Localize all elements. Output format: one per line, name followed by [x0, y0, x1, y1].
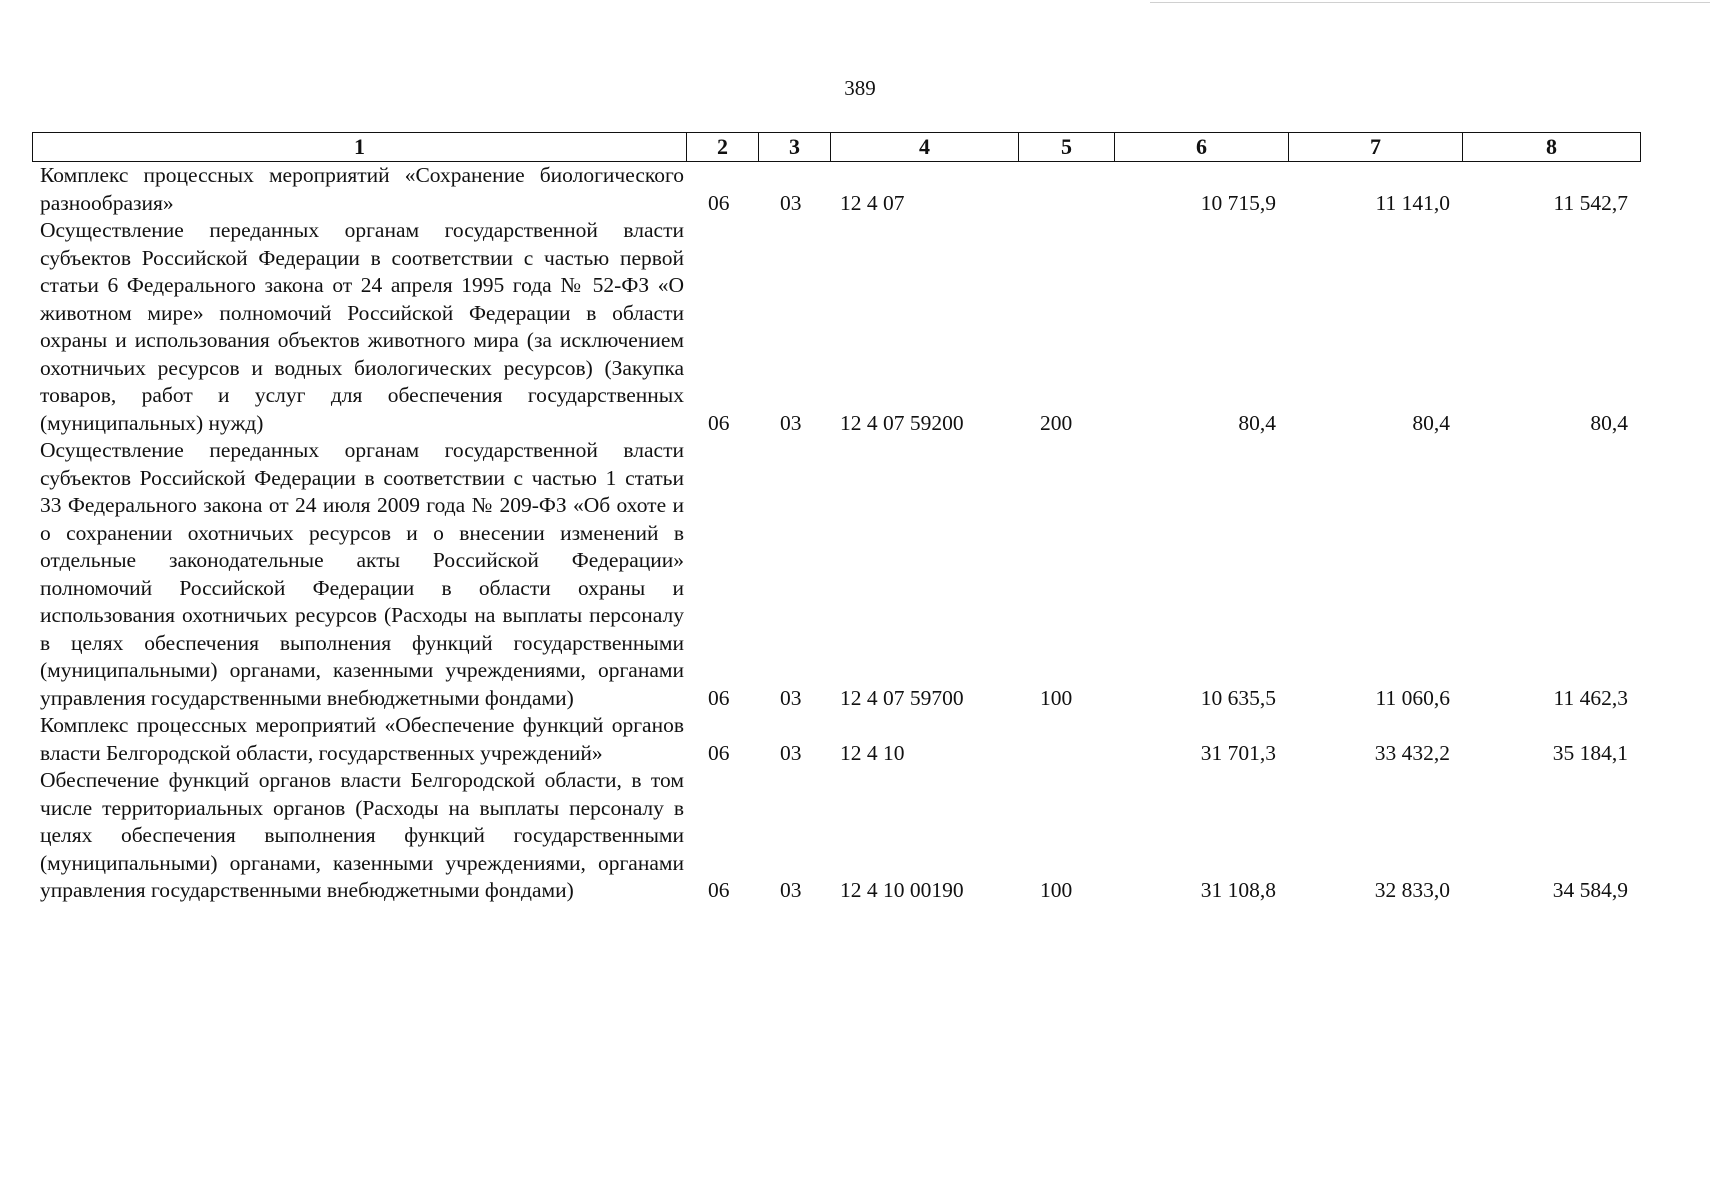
row-col-7: 80,4: [1412, 410, 1450, 435]
table-header: [32, 132, 1641, 162]
table-row: [32, 437, 1638, 712]
row-col-6: 80,4: [1238, 410, 1276, 435]
row-col-8: 35 184,1: [1552, 740, 1628, 765]
row-description: Комплекс процессных мероприятий «Обеспечение функций органов власти Белгородской области, государственных учреждений»: [40, 713, 684, 765]
row-col-5: 100: [1040, 878, 1073, 902]
row-col-4: 12 4 10 00190: [840, 878, 964, 902]
row-col-5: 200: [1040, 410, 1073, 435]
row-col-8: 11 542,7: [1553, 190, 1628, 215]
row-col-4: 12 4 07 59200: [840, 410, 964, 435]
row-col-7: 33 432,2: [1374, 740, 1450, 765]
header-col-3: 3: [759, 132, 831, 162]
row-col-3: 03: [780, 190, 802, 215]
row-col-2: 06: [708, 878, 730, 902]
header-col-6: 6: [1115, 132, 1289, 162]
header-col-2: 2: [687, 132, 759, 162]
row-col-7: 11 141,0: [1375, 190, 1450, 215]
row-col-8: 34 584,9: [1552, 878, 1628, 902]
row-col-8: 11 462,3: [1553, 685, 1628, 710]
row-col-3: 03: [780, 685, 802, 710]
row-col-2: 06: [708, 740, 730, 765]
row-col-6: 31 108,8: [1200, 878, 1276, 902]
header-col-8: 8: [1463, 132, 1641, 162]
table-row: [32, 217, 1638, 437]
row-col-7: 11 060,6: [1375, 685, 1450, 710]
row-col-2: 06: [708, 190, 730, 215]
header-col-5: 5: [1019, 132, 1115, 162]
row-col-4: 12 4 10: [840, 740, 905, 765]
row-col-6: 10 715,9: [1200, 190, 1276, 215]
row-description: Комплекс процессных мероприятий «Сохранение биологического разнообразия»: [40, 163, 684, 215]
row-col-2: 06: [708, 410, 730, 435]
table-row: [32, 712, 1638, 767]
row-col-4: 12 4 07 59700: [840, 685, 964, 710]
row-col-6: 10 635,5: [1200, 685, 1276, 710]
scan-top-rule: [1150, 2, 1710, 3]
table-body: [32, 162, 1638, 905]
header-col-4: 4: [831, 132, 1019, 162]
row-col-2: 06: [708, 685, 730, 710]
row-col-3: 03: [780, 878, 802, 902]
page-number: 389: [844, 76, 876, 100]
row-col-8: 80,4: [1590, 410, 1628, 435]
table-row: [32, 162, 1638, 217]
header-col-1: 1: [32, 132, 687, 162]
table-row: [32, 767, 1638, 905]
row-col-3: 03: [780, 740, 802, 765]
row-col-6: 31 701,3: [1200, 740, 1276, 765]
row-description: Осуществление переданных органам государственной власти субъектов Российской Федерации в соответствии с частью 1 статьи 33 Федерального закона от 24 июля 2009 года № 209-ФЗ «Об охоте и о сохранении охотничьих ресурсов и о внесении изменений в отдельные законодательные акты Российской Федерации» полномочий Российской Федерации в области охраны и использования охотничьих ресурсов (Расходы на выплаты персоналу в целях обеспечения выполнения функций государственными (муниципальными) органами, казенными учреждениями, органами управления государственными внебюджетными фондами): [40, 438, 684, 710]
row-col-5: 100: [1040, 685, 1073, 710]
row-description: Обеспечение функций органов власти Белгородской области, в том числе территориальных органов (Расходы на выплаты персоналу в целях обеспечения выполнения функций государственными (муниципальными) органами, казенными учреждениями, органами управления государственными внебюджетными фондами): [40, 768, 684, 902]
row-description: Осуществление переданных органам государственной власти субъектов Российской Федерации в соответствии с частью первой статьи 6 Федерального закона от 24 апреля 1995 года № 52-ФЗ «О животном мире» полномочий Российской Федерации в области охраны и использования объектов животного мира (за исключением охотничьих ресурсов и водных биологических ресурсов) (Закупка товаров, работ и услуг для обеспечения государственных (муниципальных) нужд): [40, 218, 684, 435]
row-col-3: 03: [780, 410, 802, 435]
row-col-4: 12 4 07: [840, 190, 905, 215]
header-col-7: 7: [1289, 132, 1463, 162]
row-col-7: 32 833,0: [1374, 878, 1450, 902]
